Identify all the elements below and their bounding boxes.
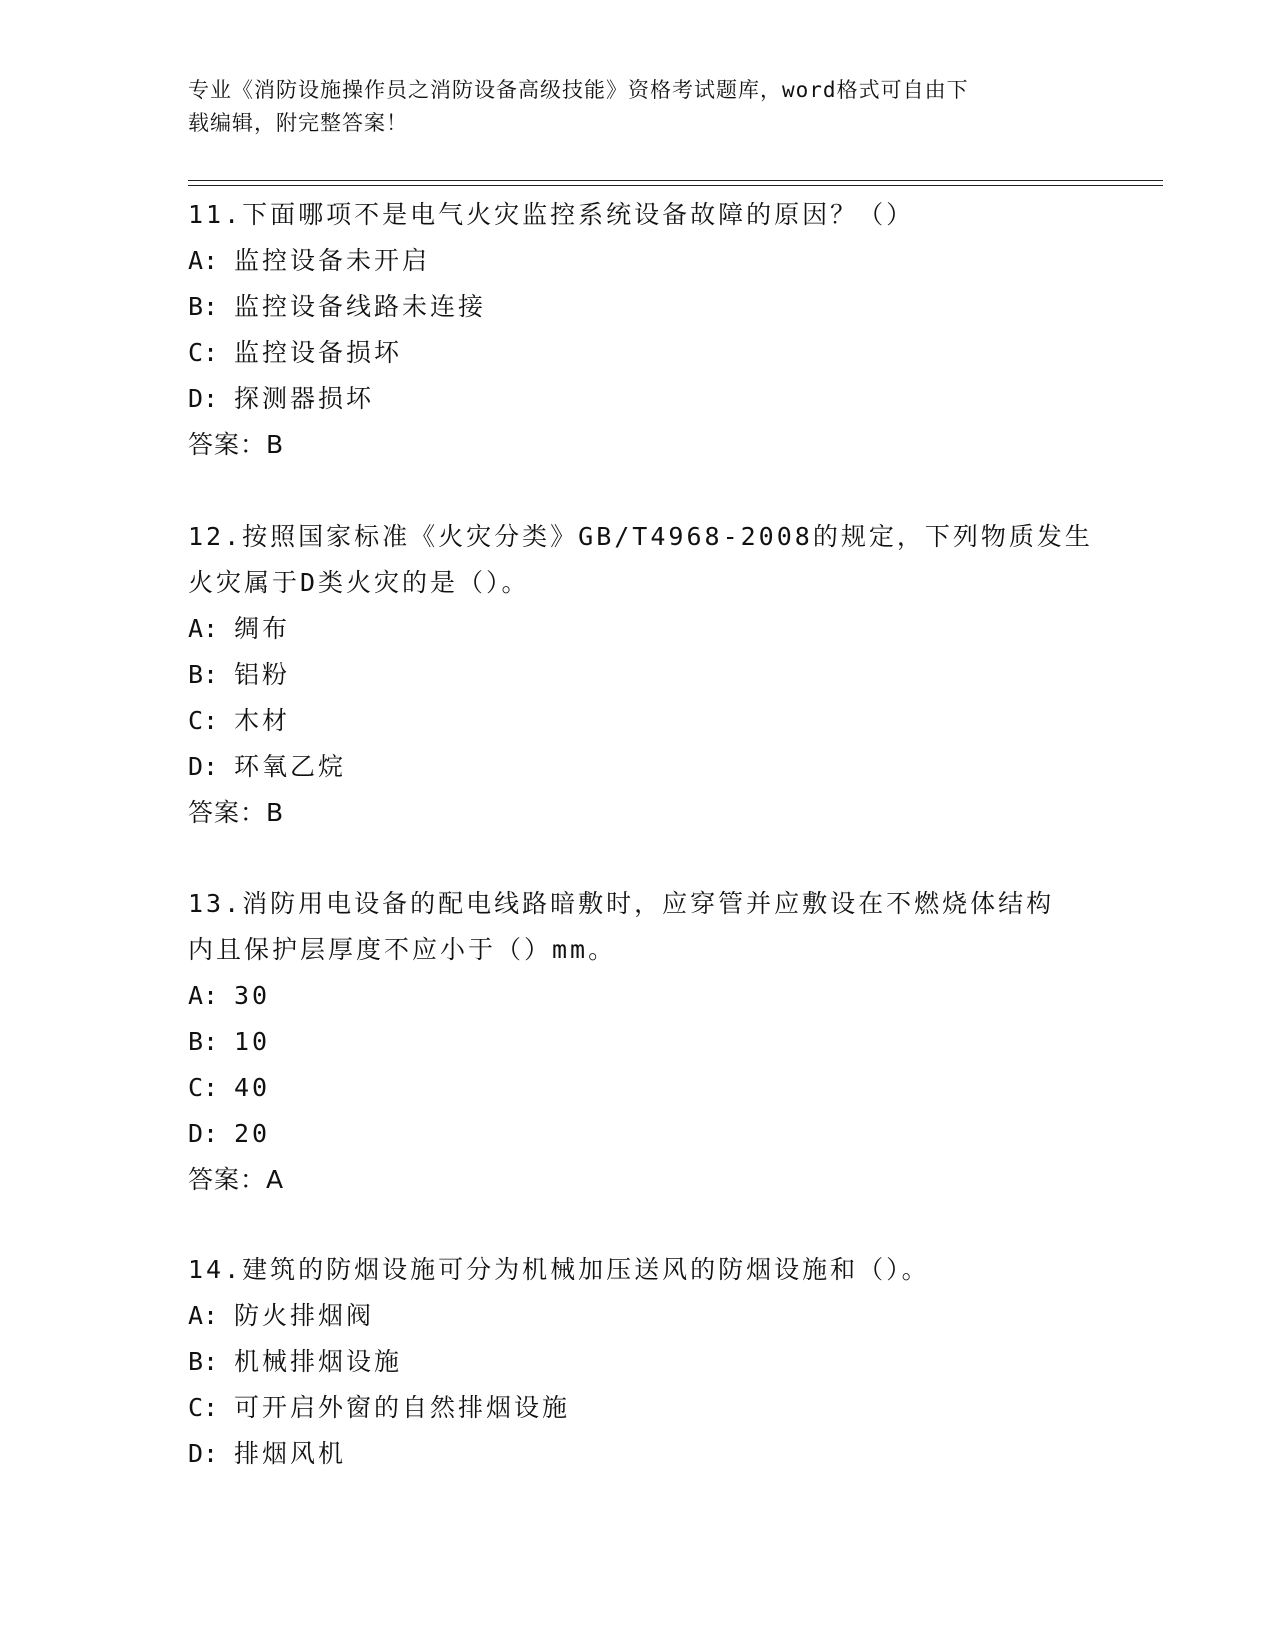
answer-line: 答案：B (188, 430, 285, 459)
question-11 (188, 192, 1088, 468)
option-text: 40 (234, 1073, 271, 1102)
option-b (188, 284, 1088, 330)
option-text: 环氧乙烷 (234, 752, 347, 781)
answer-line: 答案：B (188, 798, 285, 827)
option-letter: B: (188, 1027, 219, 1056)
option-text: 10 (234, 1027, 271, 1056)
header-line-1: 专业《消防设施操作员之消防设备高级技能》资格考试题库，word格式可自由下 (188, 78, 969, 102)
question-stem-line-1: 12.按照国家标准《火灾分类》GB/T4968-2008的规定，下列物质发生 (188, 522, 1093, 551)
option-letter: A: (188, 1301, 219, 1330)
option-letter: C: (188, 1393, 219, 1422)
option-text: 铝粉 (234, 660, 291, 689)
header-line-2: 载编辑，附完整答案！ (188, 111, 408, 135)
option-text: 绸布 (234, 614, 291, 643)
answer-line: 答案：A (188, 1165, 285, 1194)
option-letter: D: (188, 384, 219, 413)
question-12 (188, 514, 1093, 836)
option-letter: C: (188, 706, 219, 735)
option-c (188, 1065, 1088, 1111)
option-letter: B: (188, 292, 219, 321)
option-text: 防火排烟阀 (234, 1301, 375, 1330)
option-c (188, 330, 1088, 376)
document-header (188, 74, 1088, 140)
option-letter: C: (188, 1073, 219, 1102)
option-text: 监控设备损坏 (234, 338, 403, 367)
option-text: 机械排烟设施 (234, 1347, 403, 1376)
option-letter: D: (188, 752, 219, 781)
option-letter: C: (188, 338, 219, 367)
option-c (188, 698, 1088, 744)
option-d (188, 1111, 1088, 1157)
option-text: 排烟风机 (234, 1439, 347, 1468)
option-text: 监控设备未开启 (234, 246, 431, 275)
option-b (188, 1019, 1088, 1065)
option-a (188, 606, 1088, 652)
option-d (188, 744, 1088, 790)
option-letter: A: (188, 981, 219, 1010)
header-divider-bottom (188, 185, 1163, 186)
option-letter: D: (188, 1439, 219, 1468)
question-stem: 14.建筑的防烟设施可分为机械加压送风的防烟设施和（）。 (188, 1255, 930, 1284)
question-stem-line-2: 火灾属于D类火灾的是（）。 (188, 568, 530, 597)
option-text: 木材 (234, 706, 291, 735)
question-stem-line-2: 内且保护层厚度不应小于（）mm。 (188, 935, 617, 964)
option-text: 可开启外窗的自然排烟设施 (234, 1393, 571, 1422)
option-text: 20 (234, 1119, 271, 1148)
question-stem: 11.下面哪项不是电气火灾监控系统设备故障的原因？（） (188, 200, 915, 229)
option-text: 30 (234, 981, 271, 1010)
option-letter: B: (188, 660, 219, 689)
option-letter: D: (188, 1119, 219, 1148)
option-a (188, 238, 1088, 284)
header-divider-top (188, 180, 1163, 181)
question-13 (188, 881, 1088, 1203)
option-b (188, 1339, 1088, 1385)
option-a (188, 973, 1088, 1019)
option-d (188, 1431, 1088, 1477)
option-letter: A: (188, 614, 219, 643)
question-14 (188, 1247, 1088, 1477)
option-a (188, 1293, 1088, 1339)
option-c (188, 1385, 1088, 1431)
option-text: 探测器损坏 (234, 384, 375, 413)
question-stem-line-1: 13.消防用电设备的配电线路暗敷时，应穿管并应敷设在不燃烧体结构 (188, 889, 1055, 918)
option-text: 监控设备线路未连接 (234, 292, 487, 321)
option-letter: B: (188, 1347, 219, 1376)
option-b (188, 652, 1088, 698)
option-d (188, 376, 1088, 422)
option-letter: A: (188, 246, 219, 275)
